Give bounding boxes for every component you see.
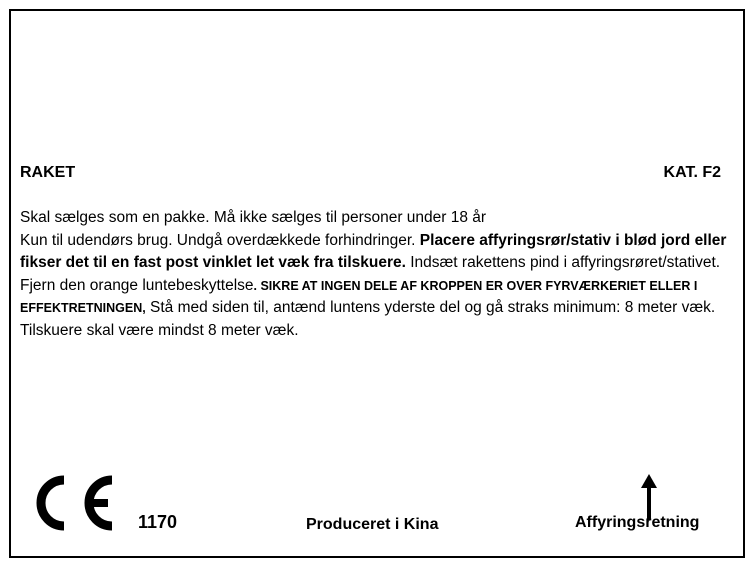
product-title: RAKET	[20, 164, 76, 181]
sale-restriction: Skal sælges som en pakke. Må ikke sælges til personer under 18 år	[20, 209, 487, 226]
ce-mark-icon	[30, 474, 118, 532]
placement-instruction: Placere affyringsrør/stativ i blød jord eller fikser det til en fast post vinklet let væk fra tilskuere.	[20, 231, 727, 271]
category-label: KAT. F2	[663, 164, 721, 181]
safety-warning: . SIKRE AT INGEN DELE AF KROPPEN ER OVER FYRVÆRKERIET ELLER I EFFEKTRETNINGEN,	[20, 278, 698, 315]
launch-direction-label: Affyringsretning	[575, 514, 700, 531]
notified-body-number: 1170	[138, 512, 178, 532]
warning-text	[20, 207, 736, 342]
spectator-distance: Tilskuere skal være mindst 8 meter væk.	[20, 321, 299, 339]
outdoor-use-text: Kun til udendørs brug. Undgå overdækkede forhindringer.	[20, 231, 420, 249]
usage-instructions	[20, 230, 736, 320]
insert-instruction: Indsæt rakettens pind i affyringsrøret/stativet. Fjern den orange luntebeskyttelse	[20, 254, 721, 294]
origin-label: Produceret i Kina	[306, 516, 439, 533]
ignite-instruction: Stå med siden til, antænd luntens yderste del og gå straks minimum: 8 meter væk.	[145, 299, 716, 316]
